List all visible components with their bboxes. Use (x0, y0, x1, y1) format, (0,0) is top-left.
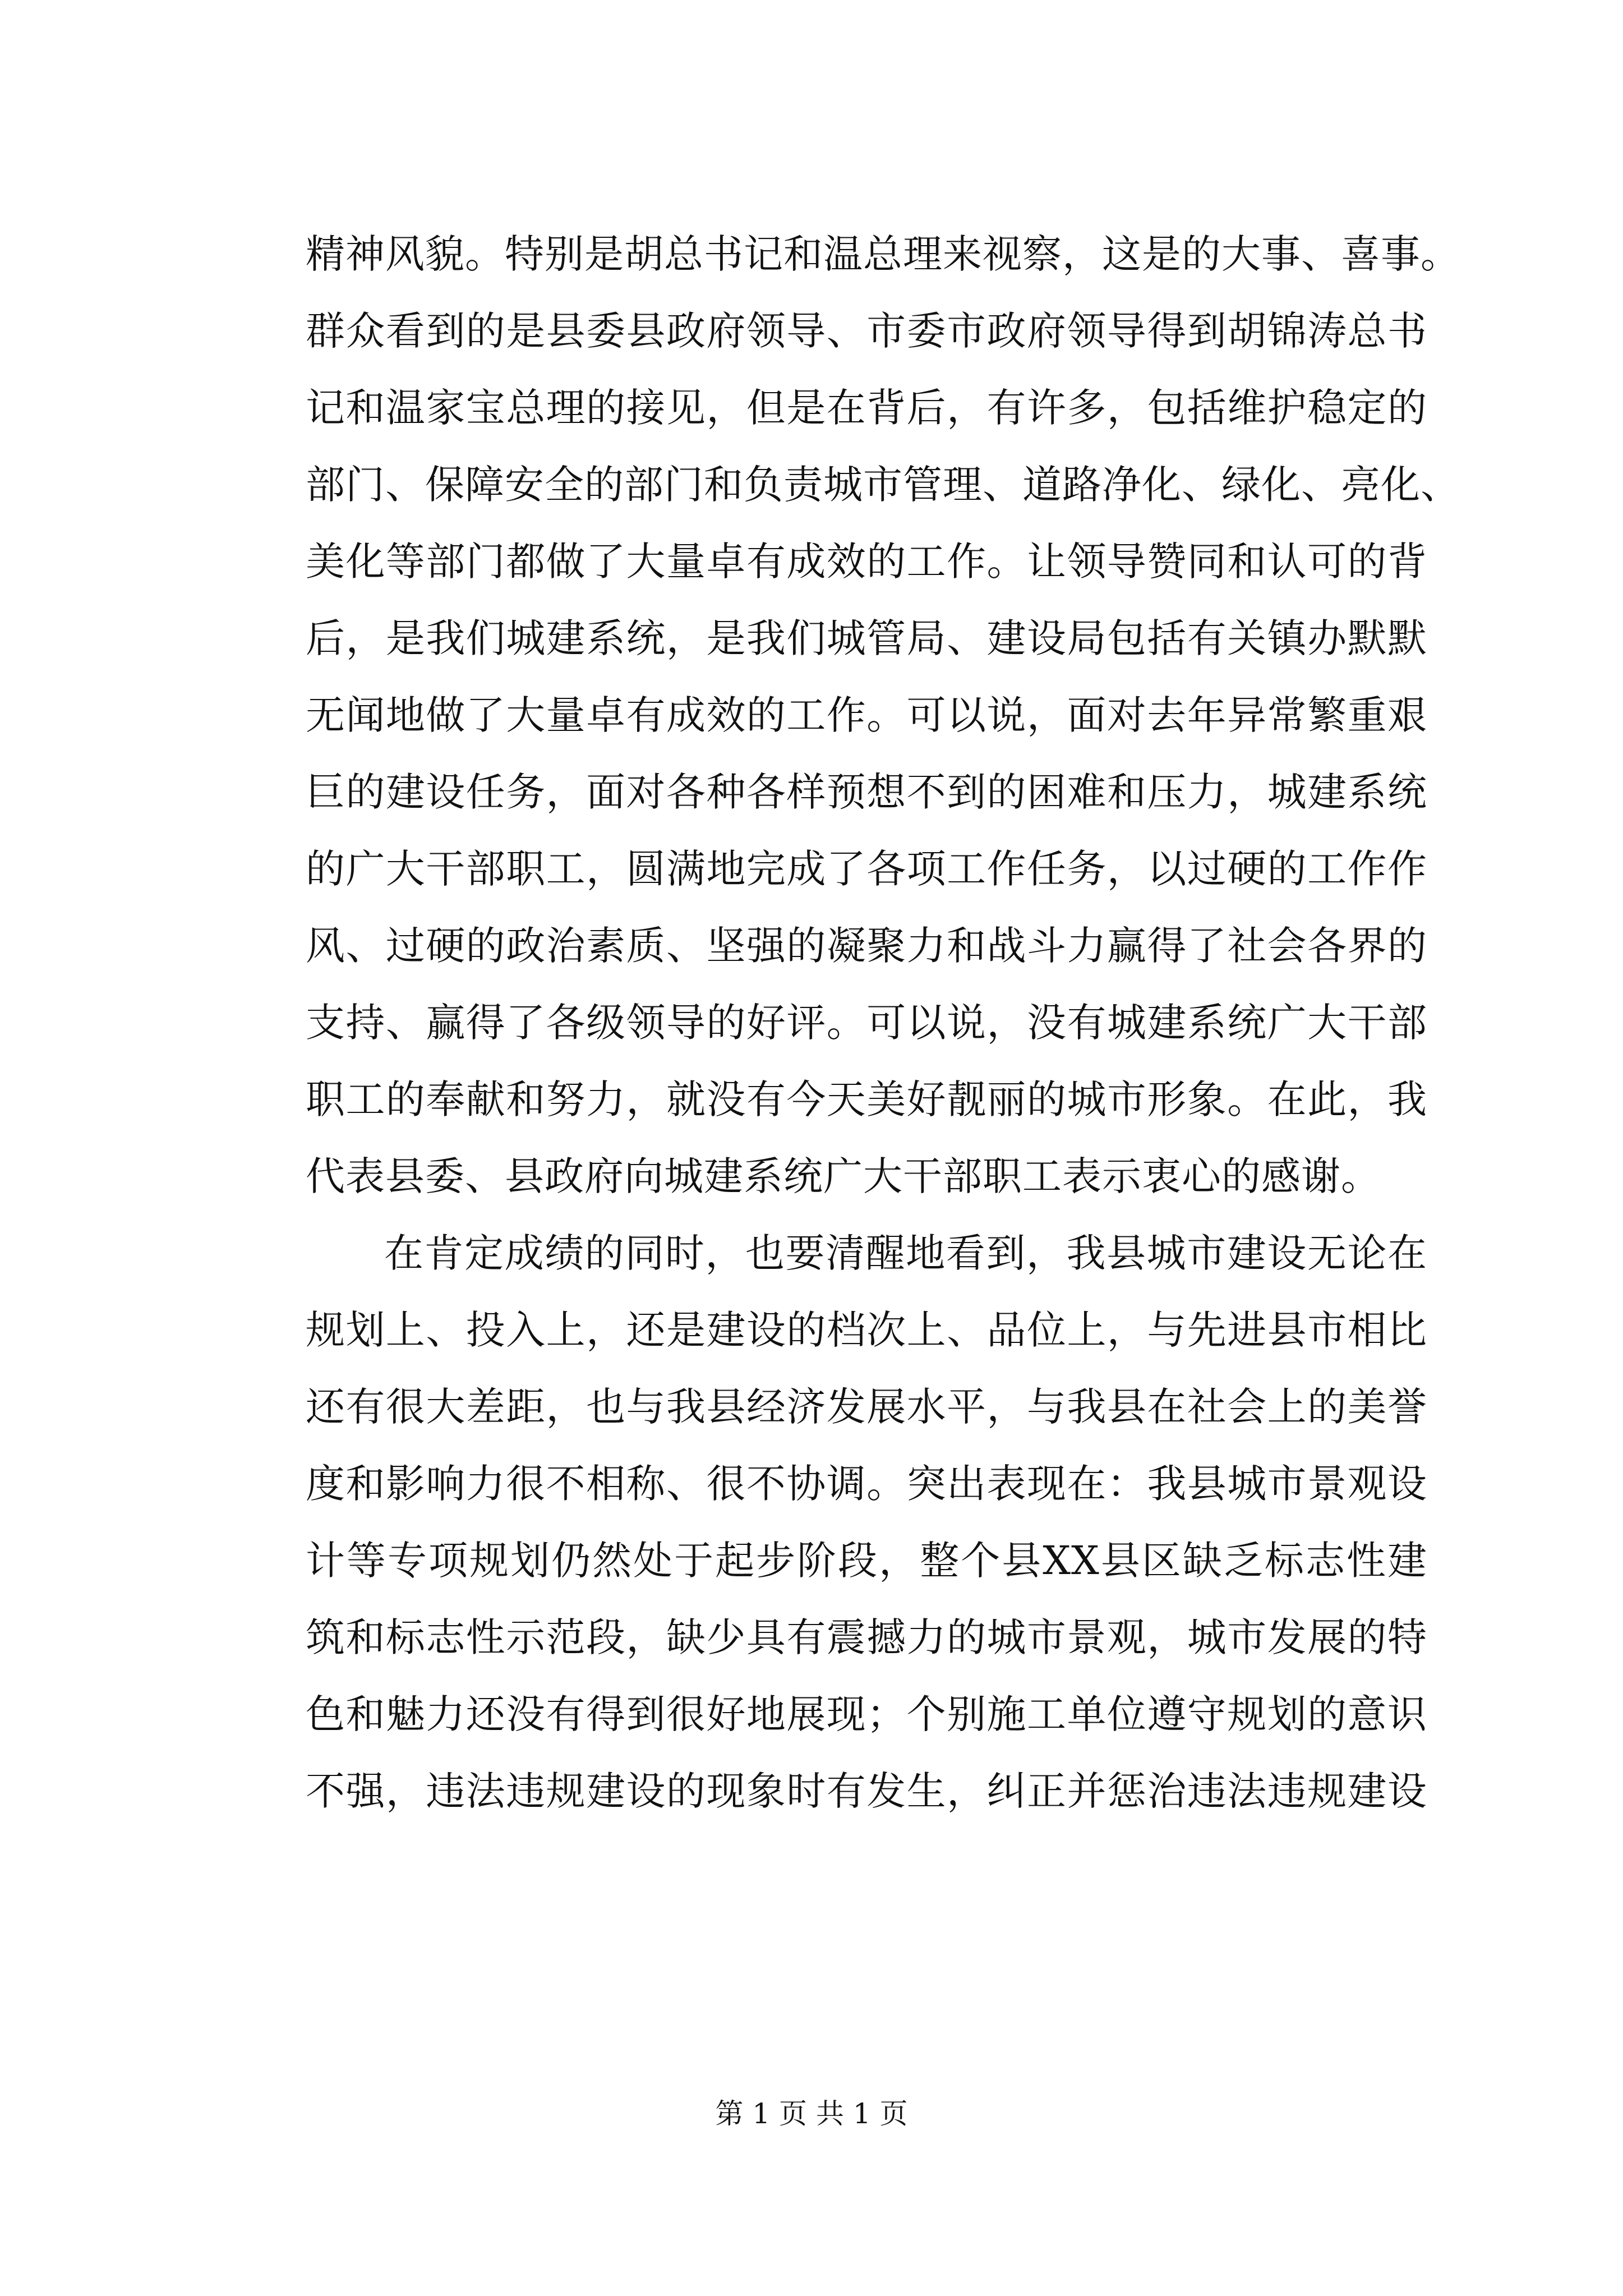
text-line: 不强，违法违规建设的现象时有发生，纠正并惩治违法违规建设 (306, 1768, 1427, 1814)
text-line: 无闻地做了大量卓有成效的工作。可以说，面对去年异常繁重艰 (306, 692, 1427, 738)
text-line: 支持、赢得了各级领导的好评。可以说，没有城建系统广大干部 (306, 1000, 1427, 1046)
text-line: 度和影响力很不相称、很不协调。突出表现在：我县城市景观设 (306, 1461, 1427, 1507)
text-line: 色和魅力还没有得到很好地展现；个别施工单位遵守规划的意识 (306, 1691, 1427, 1737)
text-line: 风、过硬的政治素质、坚强的凝聚力和战斗力赢得了社会各界的 (306, 923, 1427, 969)
text-line: 精神风貌。特别是胡总书记和温总理来视察，这是的大事、喜事。 (306, 231, 1460, 277)
text-line: 在肯定成绩的同时，也要清醒地看到，我县城市建设无论在 (384, 1230, 1427, 1276)
text-line: 代表县委、县政府向城建系统广大干部职工表示衷心的感谢。 (306, 1153, 1381, 1199)
text-line: 记和温家宝总理的接见，但是在背后，有许多，包括维护稳定的 (306, 385, 1427, 431)
text-line: 筑和标志性示范段，缺少具有震撼力的城市景观，城市发展的特 (306, 1614, 1427, 1660)
page-footer (0, 2097, 1623, 2131)
text-line: 职工的奉献和努力，就没有今天美好靓丽的城市形象。在此，我 (306, 1076, 1427, 1122)
text-line: 后，是我们城建系统，是我们城管局、建设局包括有关镇办默默 (306, 615, 1427, 661)
text-line: 巨的建设任务，面对各种各样预想不到的困难和压力，城建系统 (306, 769, 1427, 815)
text-line: 群众看到的是县委县政府领导、市委市政府领导得到胡锦涛总书 (306, 308, 1427, 354)
text-line: 的广大干部职工，圆满地完成了各项工作任务，以过硬的工作作 (306, 846, 1427, 892)
text-line: 美化等部门都做了大量卓有成效的工作。让领导赞同和认可的背 (306, 539, 1427, 585)
document-body (306, 216, 1460, 1830)
text-line: 计等专项规划仍然处于起步阶段，整个县XX县区缺乏标志性建 (306, 1538, 1427, 1584)
text-line: 规划上、投入上，还是建设的档次上、品位上，与先进县市相比 (306, 1307, 1427, 1353)
text-line: 部门、保障安全的部门和负责城市管理、道路净化、绿化、亮化、 (306, 462, 1460, 508)
page-number-label: 第 1 页 共 1 页 (715, 2097, 908, 2130)
text-line: 还有很大差距，也与我县经济发展水平，与我县在社会上的美誉 (306, 1384, 1427, 1430)
